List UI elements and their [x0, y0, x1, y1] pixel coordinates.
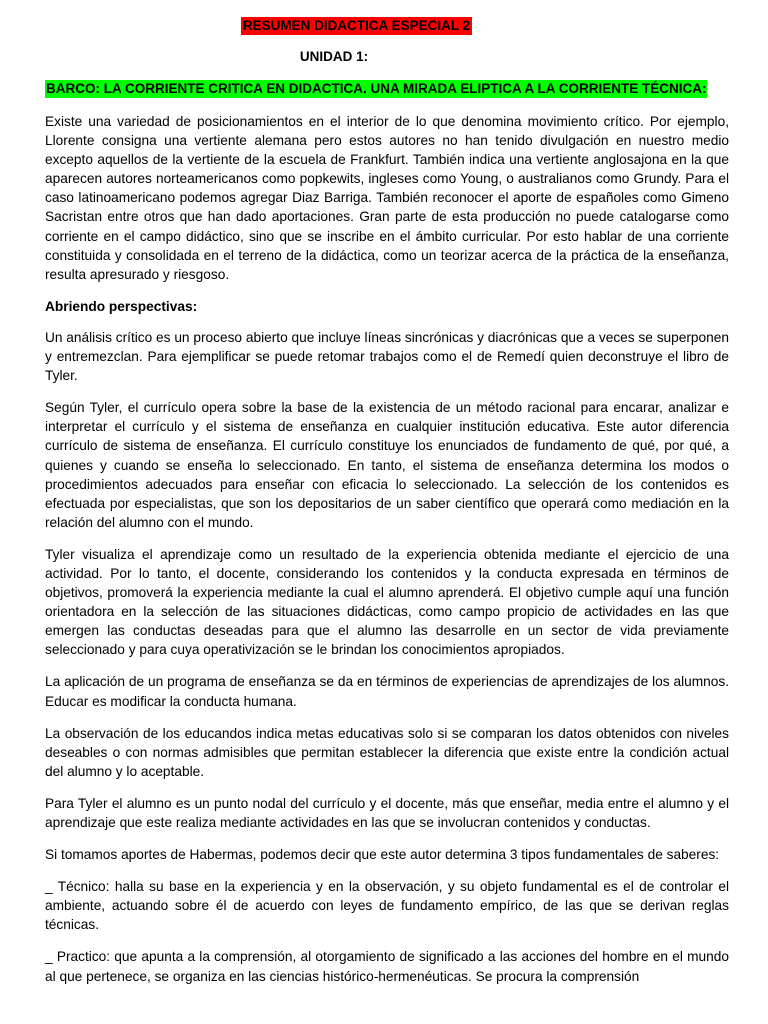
document-body	[45, 112, 729, 999]
paragraph: Según Tyler, el currículo opera sobre la base de la existencia de un método racional para encarar, analizar e interpretar el currículo y el sistema de enseñanza en cualquier institución educativa. Este autor diferencia currículo de sistema de enseñanza. El currículo constituye los enunciados de fundamento de qué, por qué, a quienes y cuando se enseña lo seleccionado. En tanto, el sistema de enseñanza determina los modos o procedimientos adecuados para enseñar con eficacia lo seleccionado. La selección de los contenidos es efectuada por especialistas, que son los depositarios de un saber científico que operará como mediación en la relación del alumno con el mundo.	[45, 400, 729, 530]
paragraph: La observación de los educandos indica metas educativas solo si se comparan los datos obtenidos con niveles deseables o con normas admisibles que permitan establecer la diferencia que existe entre la condición actual del alumno y lo aceptable.	[45, 725, 729, 779]
unit-heading: UNIDAD 1:	[299, 49, 369, 64]
document-title: RESUMEN DIDACTICA ESPECIAL 2	[242, 18, 471, 33]
paragraph: Si tomamos aportes de Habermas, podemos decir que este autor determina 3 tipos fundamentales de saberes:	[45, 847, 720, 863]
paragraph: _ Practico: que apunta a la comprensión, al otorgamiento de significado a las acciones del hombre en el mundo al que pertenece, se organiza en las ciencias histórico-hermenéuticas. Se procura la comprensión	[45, 949, 729, 984]
paragraph: La aplicación de un programa de enseñanza se da en términos de experiencias de aprendizajes de los alumnos. Educar es modificar la conducta humana.	[45, 674, 729, 709]
section-subtitle: BARCO: LA CORRIENTE CRITICA EN DIDACTICA. UNA MIRADA ELIPTICA A LA CORRIENTE TÉCNICA:	[46, 81, 707, 96]
section-heading: Abriendo perspectivas:	[45, 298, 198, 314]
paragraph: Tyler visualiza el aprendizaje como un resultado de la experiencia obtenida mediante el ejercicio de una actividad. Por lo tanto, el docente, considerando los contenidos y la conducta expresada en términos de objetivos, promoverá la experiencia mediante la cual el alumno aprenderá. El objetivo cumple aquí una función orientadora en la selección de las situaciones didácticas, como campo propicio de actividades en las que emergen las conductas deseadas para que el alumno las desarrolle en un sector de vida previamente seleccionado y para cuya operativización se le brindan los conocimientos apropiados.	[45, 546, 729, 658]
paragraph: _ Técnico: halla su base en la experiencia y en la observación, y su objeto fundamental es el de controlar el ambiente, actuando sobre él de acuerdo con leyes de fundamento empírico, de las que se derivan reglas técnicas.	[45, 879, 729, 933]
paragraph: Un análisis crítico es un proceso abierto que incluye líneas sincrónicas y diacrónicas que a veces se superponen y entremezclan. Para ejemplificar se puede retomar trabajos como el de Remedí quien deconstruye el libro de Tyler.	[45, 329, 729, 384]
paragraph: Para Tyler el alumno es un punto nodal del currículo y el docente, más que enseñar, media entre el alumno y el aprendizaje que este realiza mediante actividades en las que se involucran contenidos y conductas.	[45, 795, 729, 830]
subtitle-container	[45, 80, 735, 98]
title-container	[0, 17, 768, 35]
paragraph: Existe una variedad de posicionamientos en el interior de lo que denomina movimiento crítico. Por ejemplo, Llorente consigna una vertiente alemana pero estos autores no han tenido divulgación en nuestro medio excepto aquellos de la vertiente de la escuela de Frankfurt. También indica una vertiente anglosajona en la que aparecen autores norteamericanos como popkewits, ingleses como Young, o australianos como Grundy. Para el caso latinoamericano podemos agregar Diaz Barriga. También reconocer el aporte de españoles como Gimeno Sacristan entre otros que han dado aportaciones. Gran parte de esta producción no puede catalogarse como corriente en el campo didáctico, sino que se inscribe en el ámbito curricular. Por esto hablar de una corriente constituida y consolidada en el terreno de la didáctica, como un teorizar acerca de la práctica de la enseñanza, resulta apresurado y riesgoso.	[45, 114, 729, 282]
